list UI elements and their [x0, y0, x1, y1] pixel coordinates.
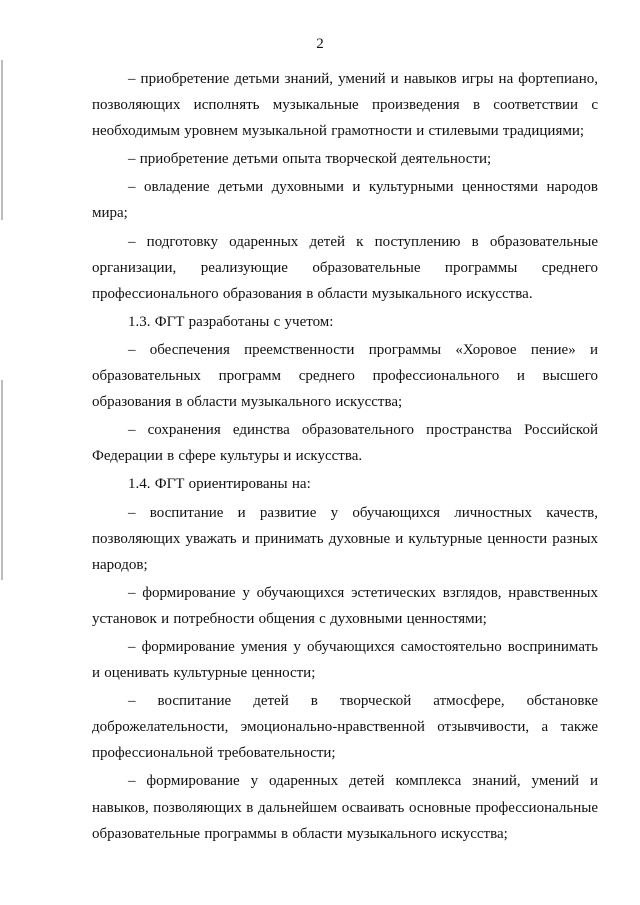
body-text [92, 66, 598, 849]
paragraph-aesthetic-views: – формирование у обучающихся эстетических взглядов, нравственных установок и потребности общения с духовными ценностями; [92, 584, 598, 627]
paragraph-creative-atmosphere: – воспитание детей в творческой атмосфере, обстановке доброжелательности, эмоционально-нравственной отзывчивости, а также профессиональной требовательности; [92, 693, 598, 762]
scan-edge-mark [1, 60, 3, 220]
paragraph-perceive-values: – формирование умения у обучающихся самостоятельно воспринимать и оценивать культурные ценности; [92, 638, 598, 682]
paragraph-creative-experience: – приобретение детьми опыта творческой деятельности; [128, 151, 492, 168]
paragraph-section-1-4-heading: 1.4. ФГТ ориентированы на: [128, 476, 311, 493]
page-number: 2 [316, 36, 324, 52]
paragraph-continuity: – обеспечения преемственности программы «Хоровое пение» и образовательных программ среднего профессионального и высшего образования в области музыкального искусства; [92, 341, 598, 411]
paragraph-unity: – сохранения единства образовательного пространства Российской Федерации в сфере культуры и искусства. [92, 422, 598, 465]
paragraph-gifted-complex: – формирование у одаренных детей комплекса знаний, умений и навыков, позволяющих в дальнейшем осваивать основные профессиональные образовательные программы в области музыкального искусства; [92, 773, 598, 842]
paragraph-section-1-3-heading: 1.3. ФГТ разработаны с учетом: [128, 313, 334, 330]
paragraph-spiritual-values: – овладение детьми духовными и культурными ценностями народов мира; [92, 179, 598, 222]
scan-edge-mark [1, 380, 3, 580]
paragraph-gifted-preparation: – подготовку одаренных детей к поступлению в образовательные организации, реализующие образовательные программы среднего профессионального образования в области музыкального искусства. [92, 233, 598, 302]
paragraph-piano-skills: – приобретение детьми знаний, умений и навыков игры на фортепиано, позволяющих исполнять музыкальные произведения в соответствии с необходимым уровнем музыкальной грамотности и стилевыми традициями; [92, 71, 598, 140]
paragraph-personal-qualities: – воспитание и развитие у обучающихся личностных качеств, позволяющих уважать и принимать духовные и культурные ценности разных народов; [92, 504, 598, 573]
